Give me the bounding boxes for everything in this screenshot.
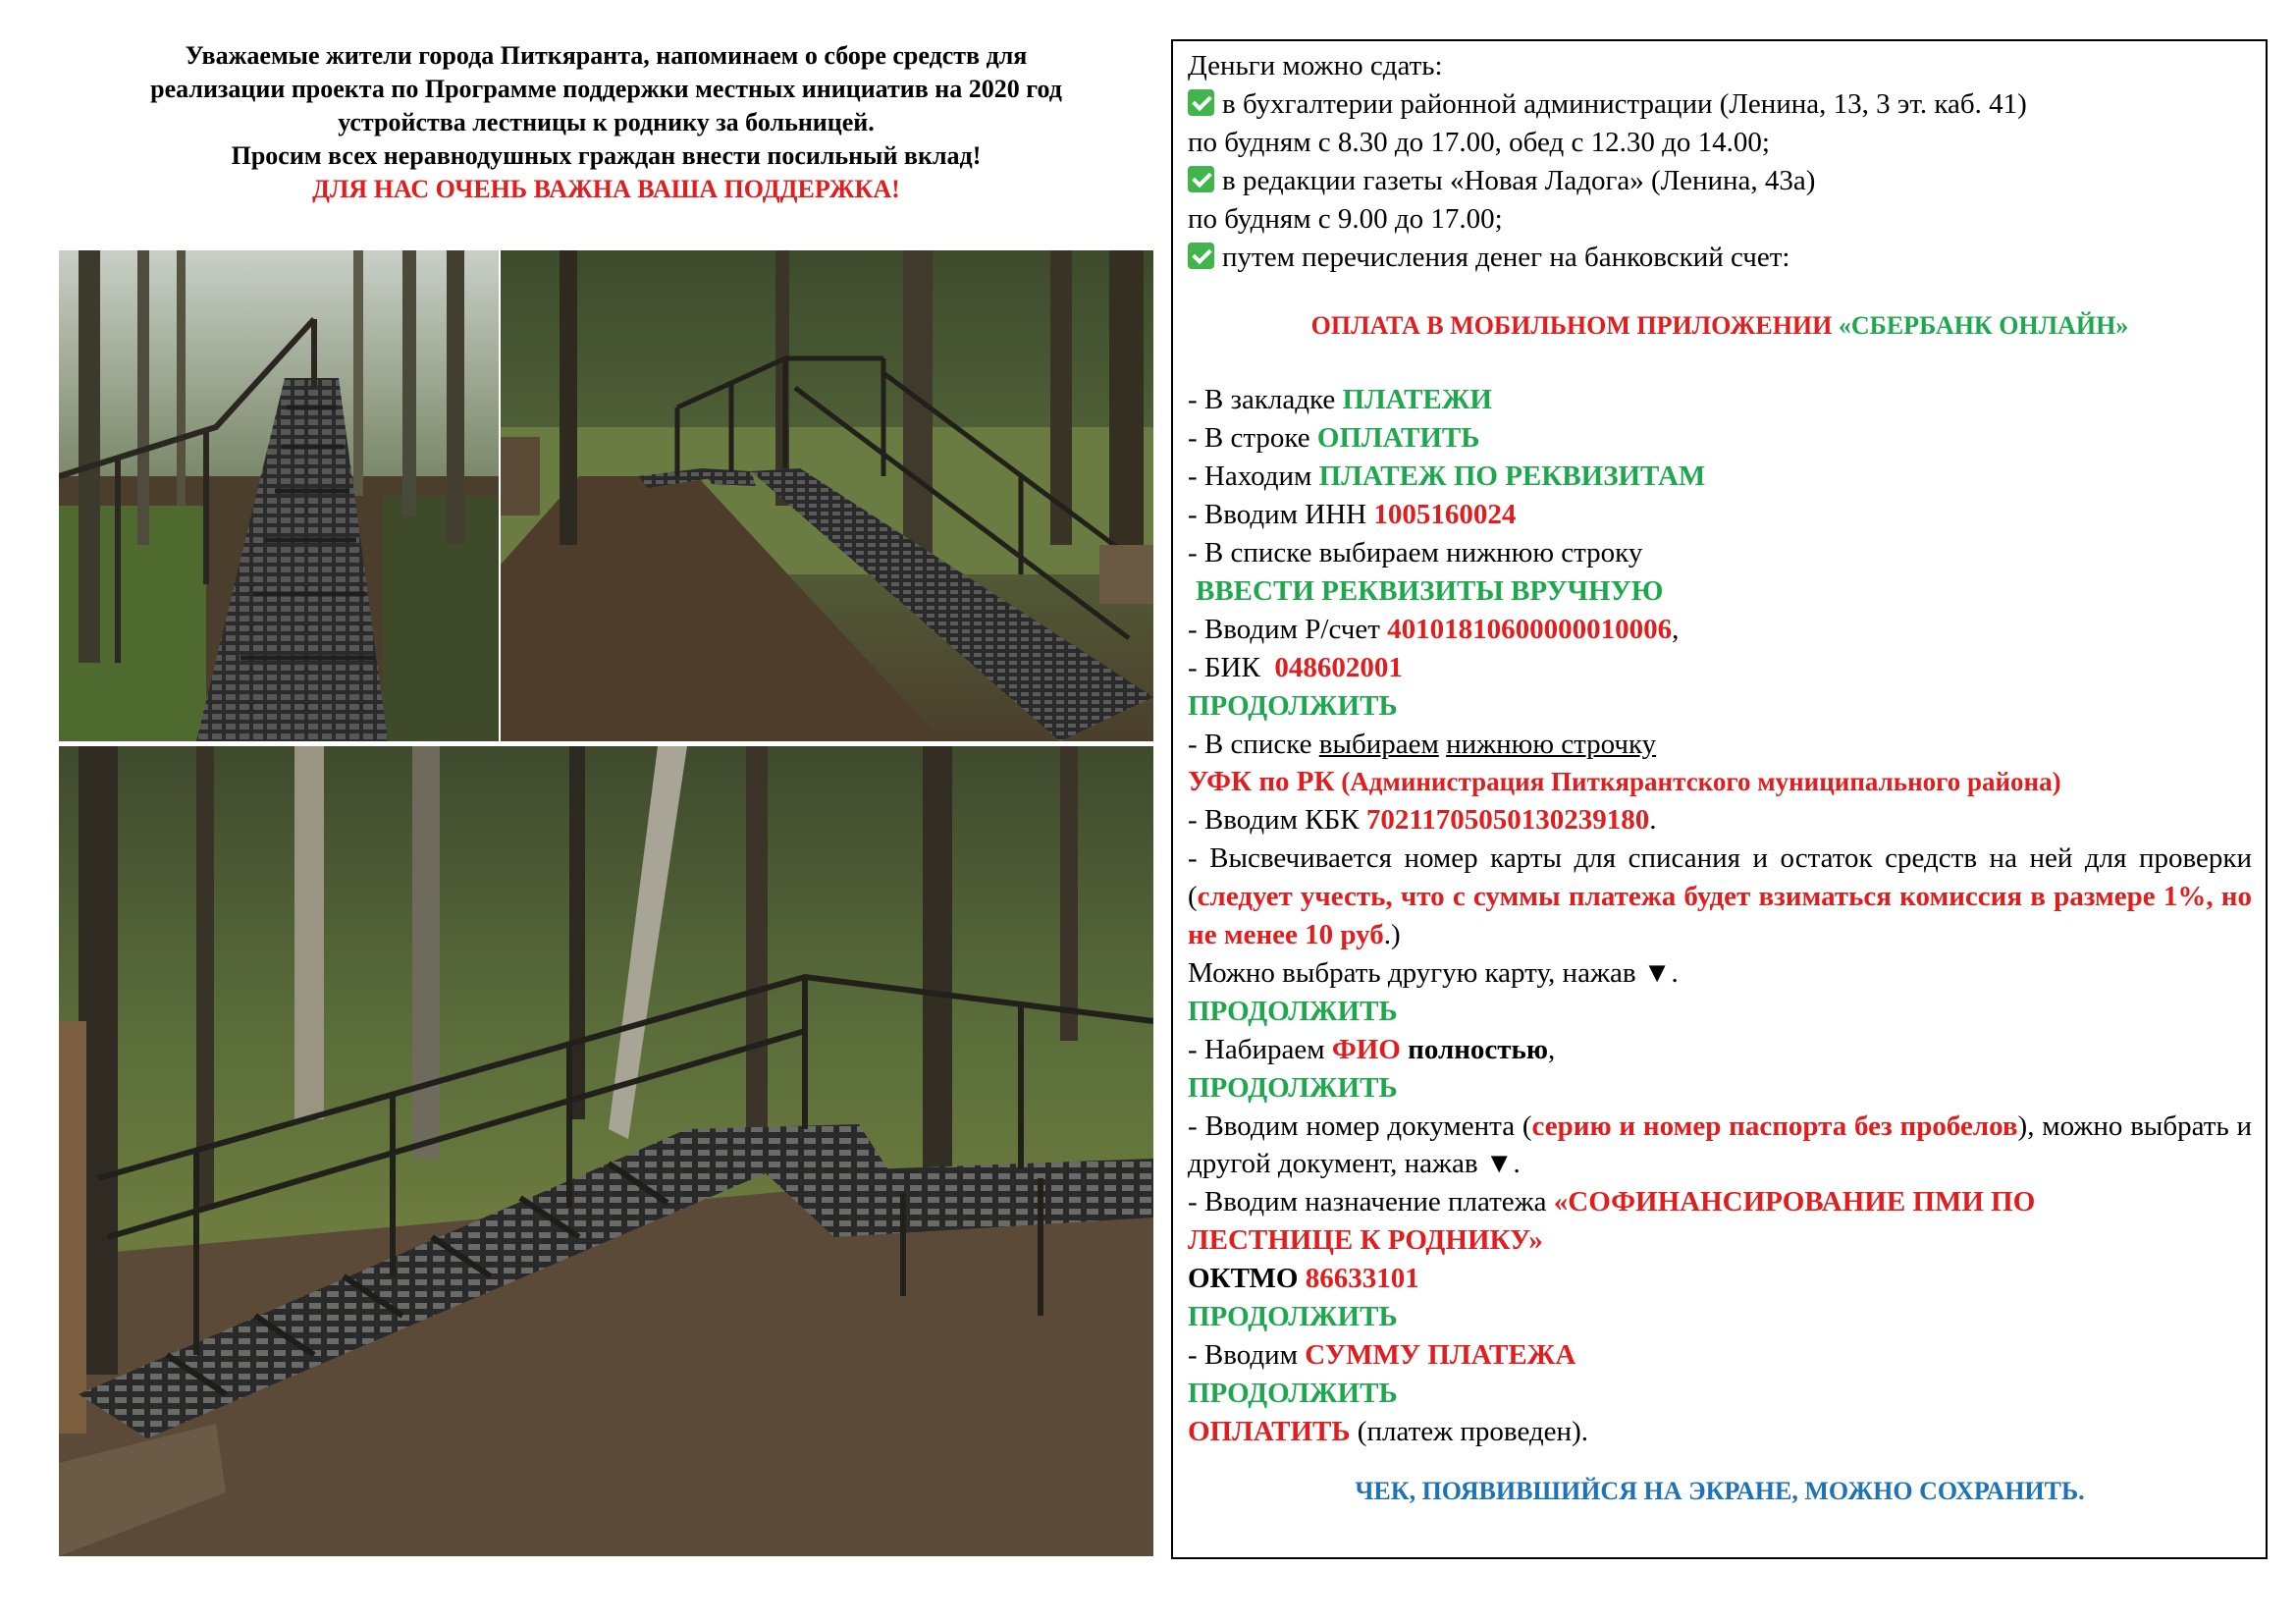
continue-label: ПРОДОЛЖИТЬ: [1188, 689, 1398, 722]
photo-walkway-forest-right: [501, 250, 1153, 741]
continue-label: ПРОДОЛЖИТЬ: [1188, 1071, 1398, 1104]
step-document: - Вводим номер документа (серию и номер паспорта без пробелов), можно выбрать и другой документ, нажав ▼.: [1188, 1110, 2252, 1180]
step-purpose-cont: ЛЕСТНИЦЕ К РОДНИКУ»: [1188, 1224, 1543, 1257]
header-line-3: устройства лестницы к роднику за больницей.: [338, 108, 875, 136]
step-manual-entry: ВВЕСТИ РЕКВИЗИТЫ ВРУЧНУЮ: [1196, 574, 1664, 607]
photo-staircase-ravine: [59, 746, 1153, 1556]
continue-label: ПРОДОЛЖИТЬ: [1188, 995, 1398, 1027]
intro-line: Деньги можно сдать:: [1188, 50, 1443, 81]
option-newspaper: в редакции газеты «Новая Ладога» (Ленина, 43а): [1188, 162, 2252, 200]
mobile-payment-title: ОПЛАТА В МОБИЛЬНОМ ПРИЛОЖЕНИИ «СБЕРБАНК ОНЛАЙН»: [1310, 311, 2129, 341]
header-line-4: Просим всех неравнодушных граждан внести посильный вклад!: [231, 141, 982, 170]
announcement-header: [54, 39, 1158, 206]
final-note: ЧЕК, ПОЯВИВШИЙСЯ НА ЭКРАНЕ, МОЖНО СОХРАНИТЬ.: [1355, 1476, 2085, 1505]
step-account: - Вводим Р/счет 40101810600000010006,: [1188, 613, 1680, 645]
step-select-row: - В списке выбираем нижнюю строчку: [1188, 728, 1657, 760]
option-bank-transfer: путем перечисления денег на банковский счет:: [1188, 239, 2252, 277]
continue-label: ПРОДОЛЖИТЬ: [1188, 1301, 1398, 1333]
continue-label: ПРОДОЛЖИТЬ: [1188, 1377, 1398, 1409]
step-tab: - В закладке ПЛАТЕЖИ: [1188, 384, 1492, 416]
step-bik: - БИК 048602001: [1188, 651, 1403, 683]
step-select-bottom: - В списке выбираем нижнюю строку: [1188, 536, 1643, 568]
check-icon: [1188, 166, 1214, 192]
payment-instructions-panel: [1171, 39, 2268, 1559]
step-choose-card: Можно выбрать другую карту, нажав ▼.: [1188, 956, 1679, 989]
option-accounting: в бухгалтерии районной администрации (Ленина, 13, 3 эт. каб. 41): [1188, 85, 2252, 124]
step-line: - В строке ОПЛАТИТЬ: [1188, 422, 1480, 455]
step-find: - Находим ПЛАТЕЖ ПО РЕКВИЗИТАМ: [1188, 460, 1706, 493]
header-line-support: ДЛЯ НАС ОЧЕНЬ ВАЖНА ВАША ПОДДЕРЖКА!: [312, 175, 900, 203]
option-newspaper-hours: по будням с 9.00 до 17.00;: [1188, 202, 1503, 235]
option-accounting-hours: по будням с 8.30 до 17.00, обед с 12.30 до 14.00;: [1188, 126, 1770, 158]
header-line-1: Уважаемые жители города Питкяранта, напоминаем о сборе средств для: [185, 41, 1028, 70]
check-icon: [1188, 89, 1214, 116]
step-purpose: - Вводим назначение платежа «СОФИНАНСИРОВАНИЕ ПМИ ПО: [1188, 1186, 2036, 1218]
step-card-check: - Высвечивается номер карты для списания и остаток средств на ней для проверки (следует учесть, что с суммы платежа будет взиматься комиссия в размере 1%, но не менее 10 руб.): [1188, 842, 2252, 951]
step-fio: - Набираем ФИО полностью,: [1188, 1033, 1556, 1065]
step-oktmo: ОКТМО 86633101: [1188, 1263, 1419, 1295]
step-inn: - Вводим ИНН 1005160024: [1188, 499, 1517, 531]
step-pay: ОПЛАТИТЬ (платеж проведен).: [1188, 1415, 1588, 1447]
step-amount: - Вводим СУММУ ПЛАТЕЖА: [1188, 1339, 1576, 1371]
photo-stairs-forest-left: [59, 250, 499, 741]
step-ufk: УФК по РК (Администрация Питкярантского муниципального района): [1188, 766, 2061, 798]
header-line-2: реализации проекта по Программе поддержки местных инициатив на 2020 год: [150, 75, 1062, 103]
check-icon: [1188, 243, 1214, 269]
step-kbk: - Вводим КБК 70211705050130239180.: [1188, 804, 1657, 837]
